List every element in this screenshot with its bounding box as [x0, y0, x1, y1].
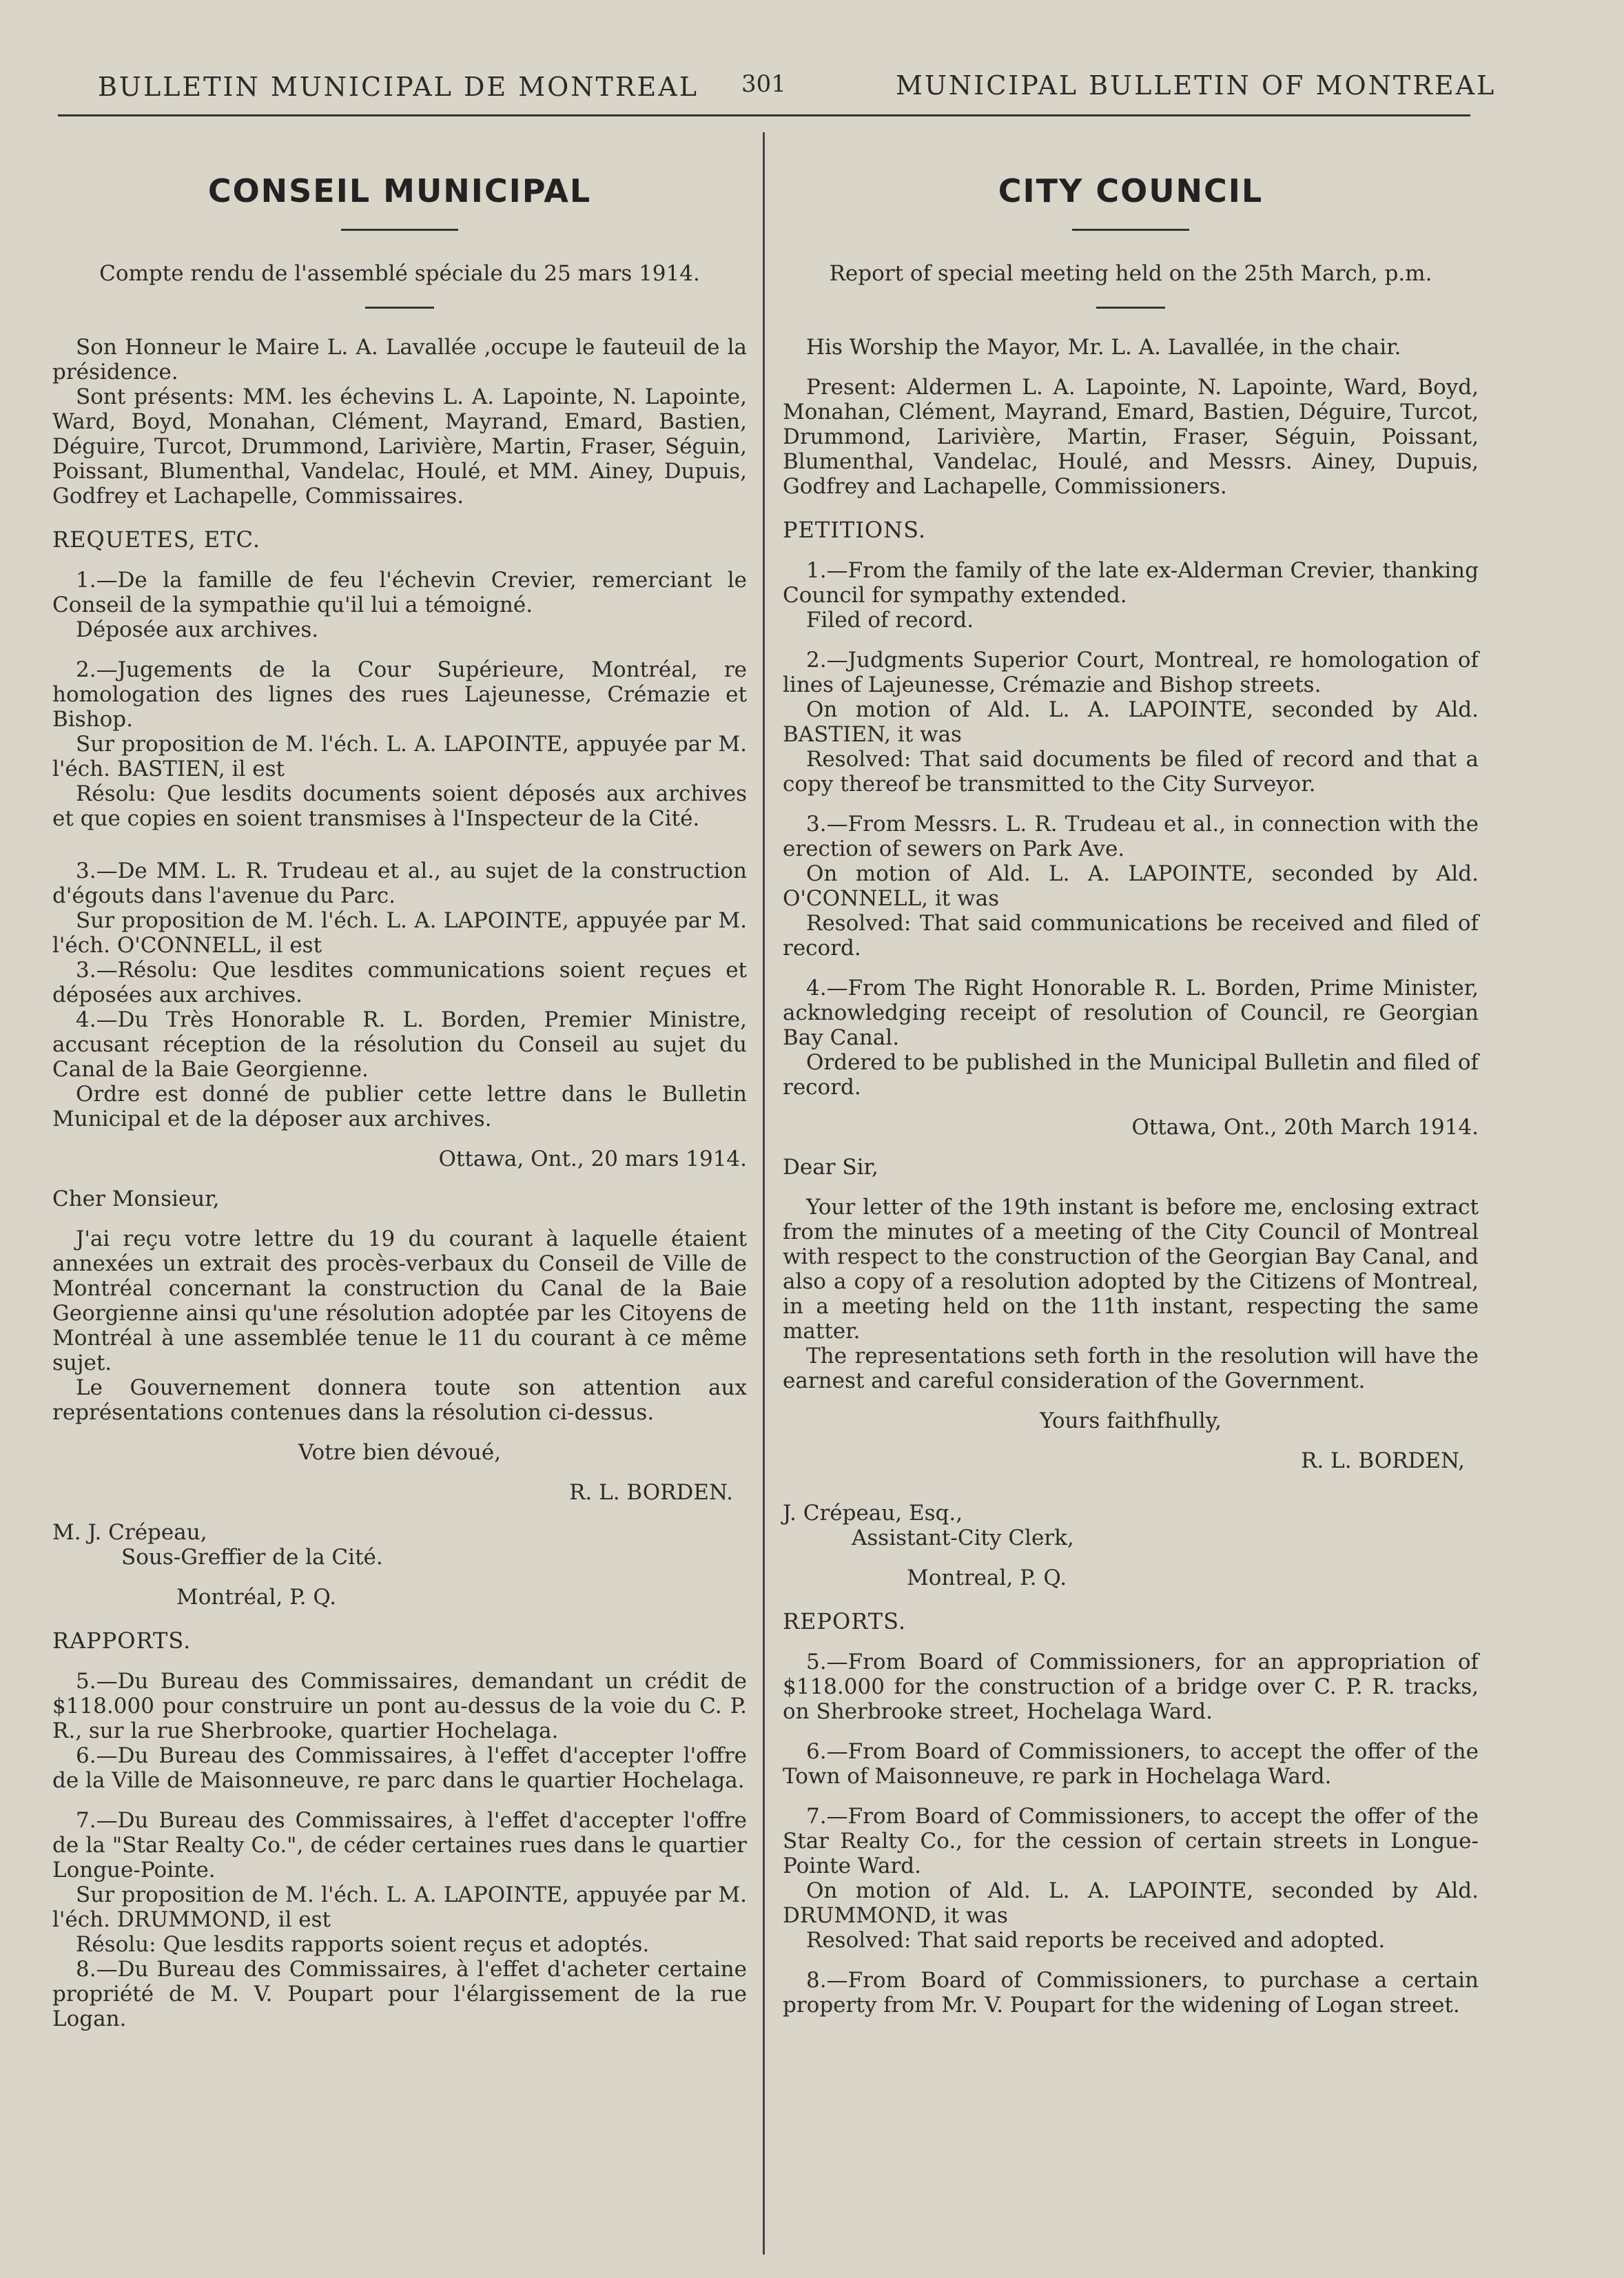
en-para-mayor: His Worship the Mayor, Mr. L. A. Lavallée, in the chair. — [806, 335, 1401, 360]
fr-section-title: CONSEIL MUNICIPAL — [207, 172, 592, 209]
en-rule — [1096, 307, 1165, 309]
en-addressee-city: Montreal, P. Q. — [907, 1566, 1067, 1590]
en-report-5: 5.—From Board of Commissioners, for an appropriation of $118.000 for the construction of a bridge over C. P. R. tracks, on Sherbrooke street, Hochelaga Ward. — [783, 1650, 1479, 1724]
en-section-title: CITY COUNCIL — [998, 172, 1264, 209]
fr-item-3: 3.—De MM. L. R. Trudeau et al., au sujet de la construction d'égouts dans l'avenue du Parc. — [52, 859, 747, 908]
fr-report-6: 6.—Du Bureau des Commissaires, à l'effet d'accepter l'offre de la Ville de Maisonneuve, re parc dans le quartier Hochelaga. — [52, 1743, 747, 1793]
en-report-7-resolved: Resolved: That said reports be received and adopted. — [806, 1928, 1386, 1953]
fr-letter-salutation: Cher Monsieur, — [52, 1187, 220, 1211]
en-intro: Report of special meeting held on the 25th March, p.m. — [829, 261, 1432, 286]
en-item-1: 1.—From the family of the late ex-Alderman Crevier, thanking Council for sympathy extended. — [783, 558, 1479, 608]
fr-item-4: 4.—Du Très Honorable R. L. Borden, Premier Ministre, accusant réception de la résolution du Conseil au sujet du Canal de la Baie Georgienne. — [52, 1007, 747, 1082]
fr-report-5: 5.—Du Bureau des Commissaires, demandant un crédit de $118.000 pour construire un pont au-dessus de la voie du C. P. R., sur la rue Sherbrooke, quartier Hochelaga. — [52, 1669, 747, 1743]
en-title-rule — [1072, 229, 1189, 231]
page-number: 301 — [741, 70, 786, 98]
fr-report-7-resolved: Résolu: Que lesdits rapports soient reçus et adoptés. — [76, 1932, 650, 1957]
fr-report-7-motion: Sur proposition de M. l'éch. L. A. LAPOINTE, appuyée par M. l'éch. DRUMMOND, il est — [52, 1882, 747, 1932]
fr-letter-body-2: Le Gouvernement donnera toute son attention aux représentations contenues dans la résolution ci-dessus. — [52, 1375, 747, 1425]
fr-letter-body-1: J'ai reçu votre lettre du 19 du courant à laquelle étaient annexées un extrait des procès-verbaux du Conseil de Ville de Montréal concernant la construction du Canal de la Baie Georgienne ainsi qu'une résolution adoptée par les Citoyens de Montréal à une assemblée tenue le 11 du courant à ce même sujet. — [52, 1227, 747, 1375]
fr-letter-place: Ottawa, Ont., 20 mars 1914. — [438, 1147, 747, 1171]
fr-addressee-name: M. J. Crépeau, — [52, 1520, 207, 1545]
en-report-6: 6.—From Board of Commissioners, to accept the offer of the Town of Maisonneuve, re park in Hochelaga Ward. — [783, 1739, 1479, 1789]
en-item-1-note: Filed of record. — [806, 608, 974, 633]
fr-letter-closing: Votre bien dévoué, — [298, 1440, 502, 1465]
fr-para-mayor: Son Honneur le Maire L. A. Lavallée ,occupe le fauteuil de la présidence. — [52, 335, 747, 384]
fr-para-present: Sont présents: MM. les échevins L. A. Lapointe, N. Lapointe, Ward, Boyd, Monahan, Clément, Mayrand, Emard, Bastien, Déguire, Turcot, Drummond, Larivière, Martin, Fraser, Séguin, Poissant, Blumenthal, Vandelac, Houlé, et MM. Ainey, Dupuis, Godfrey et Lachapelle, Commissaires. — [52, 384, 747, 509]
fr-rule — [365, 307, 434, 309]
header-right-title: MUNICIPAL BULLETIN OF MONTREAL — [896, 70, 1497, 101]
french-column — [52, 152, 747, 2031]
column-separator — [763, 132, 765, 2255]
header-rule — [58, 114, 1470, 116]
fr-intro: Compte rendu de l'assemblé spéciale du 25 mars 1914. — [99, 261, 700, 286]
fr-item-1-note: Déposée aux archives. — [76, 617, 319, 642]
en-letter-place: Ottawa, Ont., 20th March 1914. — [1131, 1115, 1479, 1140]
fr-report-7: 7.—Du Bureau des Commissaires, à l'effet d'accepter l'offre de la "Star Realty Co.", de céder certaines rues dans le quartier Longue-Pointe. — [52, 1808, 747, 1882]
fr-item-4-order: Ordre est donné de publier cette lettre dans le Bulletin Municipal et de la déposer aux archives. — [52, 1082, 747, 1131]
en-letter-body-2: The representations seth forth in the resolution will have the earnest and careful consideration of the Government. — [783, 1344, 1479, 1393]
en-letter-signature: R. L. BORDEN, — [1301, 1448, 1465, 1473]
en-item-4: 4.—From The Right Honorable R. L. Borden, Prime Minister, acknowledging receipt of resolution of Council, re Georgian Bay Canal. — [783, 976, 1479, 1050]
en-item-2-resolved: Resolved: That said documents be filed of record and that a copy thereof be transmitted to the City Surveyor. — [783, 747, 1479, 797]
fr-item-3-resolved: 3.—Résolu: Que lesdites communications soient reçues et déposées aux archives. — [52, 958, 747, 1007]
en-letter-salutation: Dear Sir, — [783, 1155, 878, 1180]
fr-item-3-motion: Sur proposition de M. l'éch. L. A. LAPOINTE, appuyée par M. l'éch. O'CONNELL, il est — [52, 908, 747, 958]
en-item-2: 2.—Judgments Superior Court, Montreal, re homologation of lines of Lajeunesse, Crémazie and Bishop streets. — [783, 648, 1479, 697]
fr-heading-rapports: RAPPORTS. — [52, 1628, 192, 1654]
fr-report-8: 8.—Du Bureau des Commissaires, à l'effet d'acheter certaine propriété de M. V. Poupart pour l'élargissement de la rue Logan. — [52, 1957, 747, 2031]
fr-item-2: 2.—Jugements de la Cour Supérieure, Montréal, re homologation des lignes des rues Lajeunesse, Crémazie et Bishop. — [52, 657, 747, 732]
en-addressee-title: Assistant-City Clerk, — [852, 1526, 1074, 1550]
running-header — [0, 66, 1624, 107]
en-letter-body-1: Your letter of the 19th instant is before me, enclosing extract from the minutes of a meeting of the City Council of Montreal with respect to the construction of the Georgian Bay Canal, and also a copy of a resolution adopted by the Citizens of Montreal, in a meeting held on the 11th instant, respecting the same matter. — [783, 1195, 1479, 1344]
fr-heading-requetes: REQUETES, ETC. — [52, 526, 261, 553]
fr-title-rule — [341, 229, 458, 231]
fr-letter-signature: R. L. BORDEN. — [569, 1480, 733, 1505]
fr-addressee-city: Montréal, P. Q. — [176, 1585, 337, 1610]
en-item-3: 3.—From Messrs. L. R. Trudeau et al., in connection with the erection of sewers on Park Ave. — [783, 812, 1479, 861]
en-heading-petitions: PETITIONS. — [783, 517, 927, 543]
english-column — [783, 152, 1479, 2018]
en-item-2-motion: On motion of Ald. L. A. LAPOINTE, seconded by Ald. BASTIEN, it was — [783, 697, 1479, 747]
fr-item-2-motion: Sur proposition de M. l'éch. L. A. LAPOINTE, appuyée par M. l'éch. BASTIEN, il est — [52, 732, 747, 781]
header-left-title: BULLETIN MUNICIPAL DE MONTREAL — [98, 72, 699, 102]
fr-addressee-title: Sous-Greffier de la Cité. — [121, 1545, 383, 1570]
en-item-3-resolved: Resolved: That said communications be received and filed of record. — [783, 911, 1479, 961]
en-para-present: Present: Aldermen L. A. Lapointe, N. Lapointe, Ward, Boyd, Monahan, Clément, Mayrand, Emard, Bastien, Déguire, Turcot, Drummond, Larivière, Martin, Fraser, Séguin, Poissant, Blumenthal, Vandelac, Houlé, and Messrs. Ainey, Dupuis, Godfrey and Lachapelle, Commissioners. — [783, 375, 1479, 499]
en-item-3-motion: On motion of Ald. L. A. LAPOINTE, seconded by Ald. O'CONNELL, it was — [783, 861, 1479, 911]
en-heading-reports: REPORTS. — [783, 1608, 907, 1634]
en-report-7: 7.—From Board of Commissioners, to accept the offer of the Star Realty Co., for the cession of certain streets in Longue-Pointe Ward. — [783, 1804, 1479, 1878]
en-addressee-name: J. Crépeau, Esq., — [783, 1501, 963, 1526]
en-report-8: 8.—From Board of Commissioners, to purchase a certain property from Mr. V. Poupart for the widening of Logan street. — [783, 1968, 1479, 2018]
en-item-4-order: Ordered to be published in the Municipal Bulletin and filed of record. — [783, 1050, 1479, 1100]
en-letter-closing: Yours faithfhully, — [1040, 1408, 1222, 1433]
fr-item-2-resolved: Résolu: Que lesdits documents soient déposés aux archives et que copies en soient transmises à l'Inspecteur de la Cité. — [52, 781, 747, 831]
fr-item-1: 1.—De la famille de feu l'échevin Crevier, remerciant le Conseil de la sympathie qu'il lui a témoigné. — [52, 568, 747, 617]
en-report-7-motion: On motion of Ald. L. A. LAPOINTE, seconded by Ald. DRUMMOND, it was — [783, 1878, 1479, 1928]
